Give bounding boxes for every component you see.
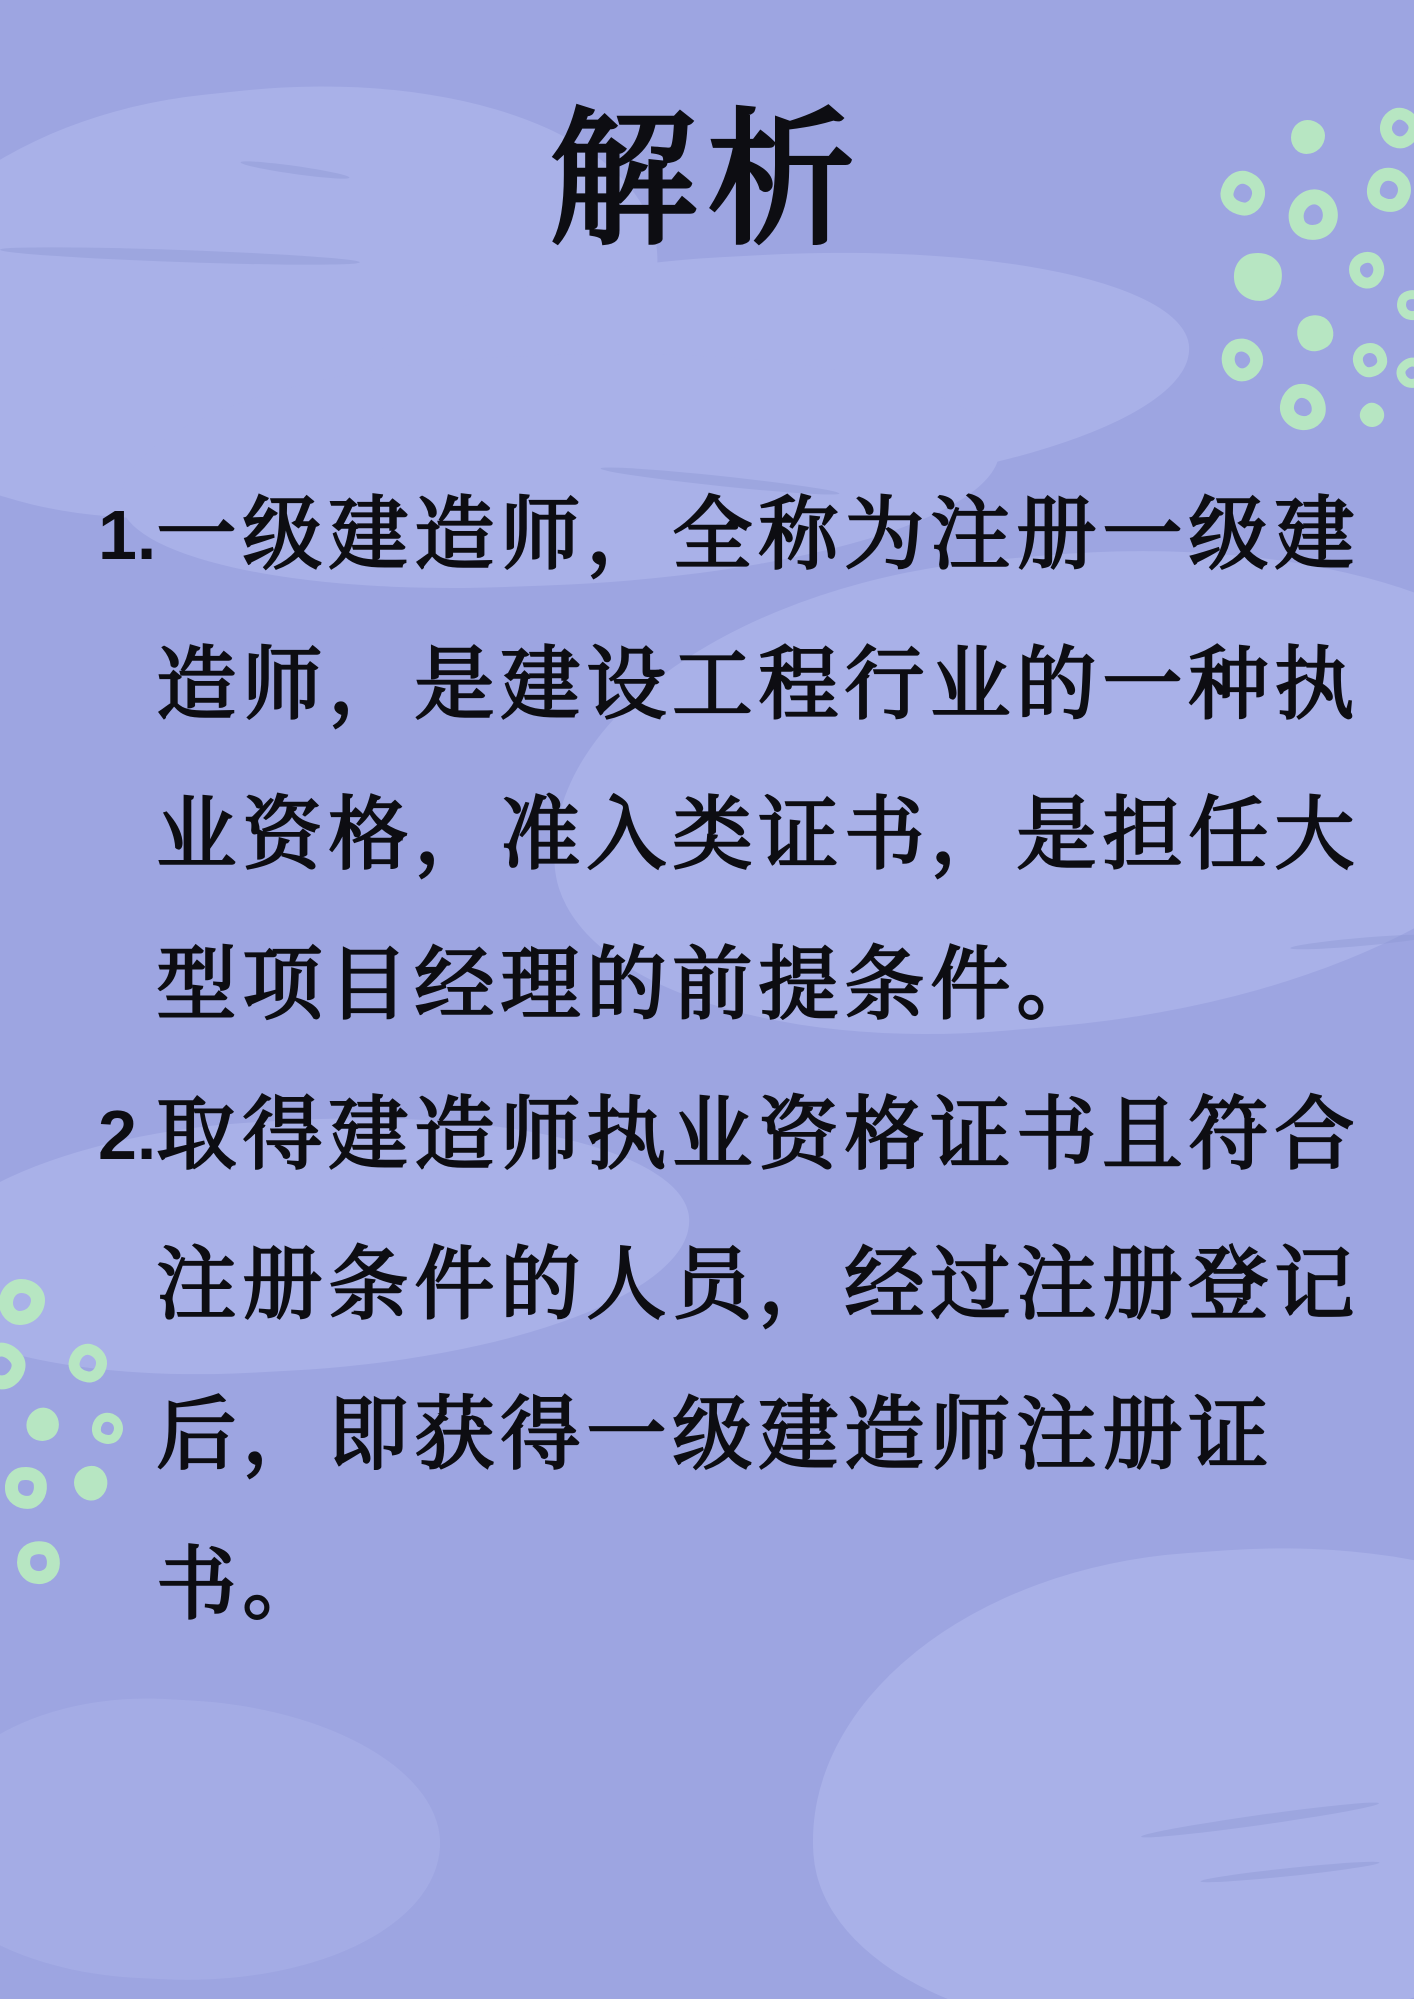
text-line: 型项目经理的前提条件。 [156, 940, 1103, 1029]
text-line: 书。 [156, 1540, 329, 1629]
list-item-text [156, 1060, 1360, 1660]
green-ring-icon [1350, 340, 1389, 379]
list-item-marker: 1. [98, 496, 157, 574]
green-ring-icon [13, 1537, 63, 1587]
text-line: 注册条件的人员，经过注册登记 [156, 1240, 1361, 1329]
green-dot-icon [21, 1403, 64, 1446]
text-line: 业资格，准入类证书，是担任大 [156, 790, 1361, 879]
green-ring-icon [1391, 352, 1414, 394]
list-item [98, 460, 1361, 1060]
text-line: 后，即获得一级建造师注册证 [156, 1390, 1275, 1479]
green-dot-icon [1356, 399, 1389, 432]
brush-stroke-decoration [0, 1687, 447, 1994]
list-item [98, 1060, 1361, 1660]
text-line: 取得建造师执业资格证书且符合 [156, 1090, 1361, 1179]
text-line: 造师，是建设工程行业的一种执 [156, 640, 1361, 729]
green-ring-icon [1214, 332, 1270, 388]
green-dot-icon [1291, 309, 1339, 357]
list-item-text [156, 460, 1360, 1060]
green-ring-icon [1278, 382, 1329, 433]
green-ring-icon [1394, 287, 1414, 322]
green-ring-icon [3, 1465, 49, 1511]
page-title: 解析 [549, 98, 865, 263]
list-item-marker: 2. [98, 1096, 157, 1174]
text-line: 一级建造师，全称为注册一级建 [156, 490, 1361, 579]
analysis-list [98, 460, 1361, 1660]
